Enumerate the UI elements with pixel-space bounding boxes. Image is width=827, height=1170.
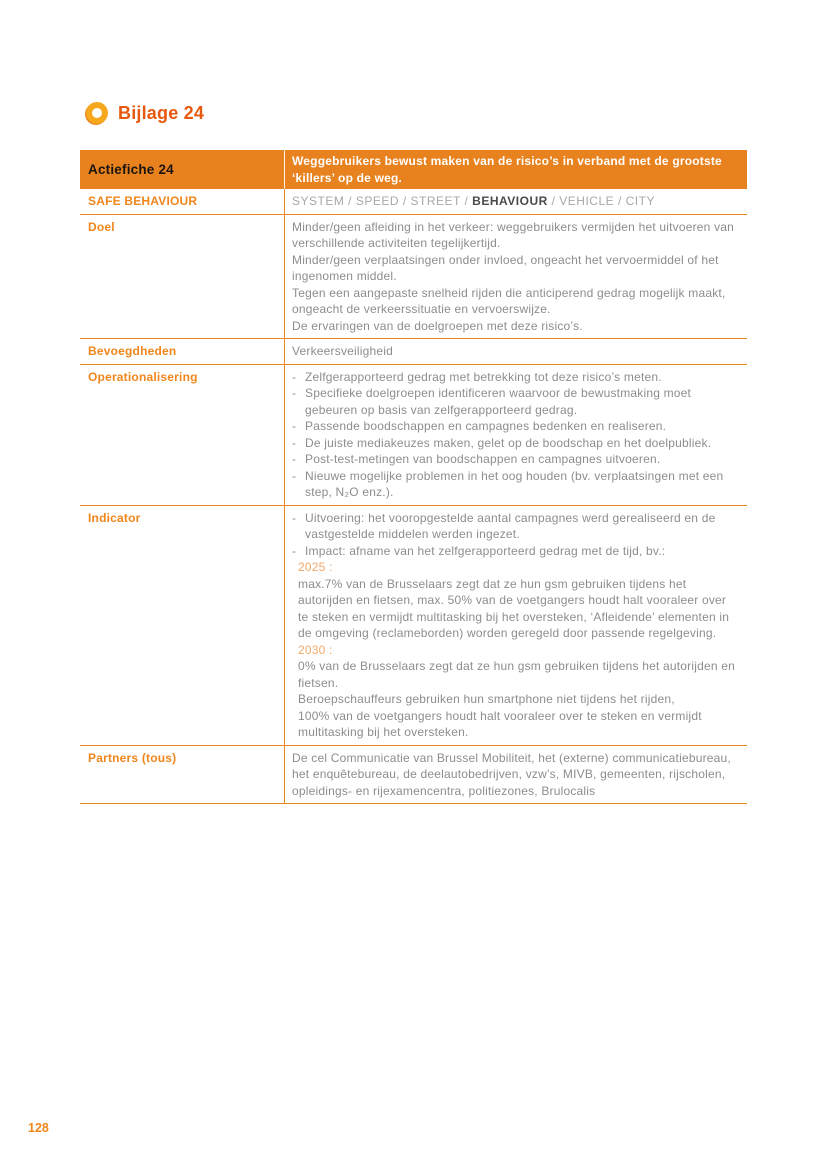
operationalisering-label: Operationalisering	[88, 369, 198, 384]
page-title: Bijlage 24	[118, 102, 205, 123]
bevoegdheden-content: Verkeersveiligheid	[284, 339, 747, 364]
section-title-block	[86, 102, 204, 124]
doel-paragraph: De ervaringen van de doelgroepen met deze risico’s.	[292, 318, 583, 333]
bullet-text: Zelfgerapporteerd gedrag met betrekking tot deze risico’s meten.	[305, 369, 662, 384]
category-row	[80, 189, 747, 215]
indicator-label: Indicator	[88, 510, 141, 525]
bullet-item	[292, 385, 739, 418]
bullet-item	[292, 418, 739, 435]
partners-label: Partners (tous)	[88, 750, 177, 765]
row-partners	[80, 746, 747, 805]
bullet-item	[292, 468, 739, 501]
row-operationalisering	[80, 365, 747, 506]
year-2025-label: 2025 :	[298, 560, 333, 574]
row-doel	[80, 215, 747, 340]
indicator-target-sections	[298, 559, 739, 741]
partners-content: De cel Communicatie van Brussel Mobiliteit, het (externe) communicatiebureau, het enquêtebureau, de deelautobedrijven, vzw’s, MIVB, gemeenten, rijscholen, opleidings- en rijexamencentra, politiezones, Brulocalis	[284, 746, 747, 804]
bullet-item	[292, 451, 739, 468]
bullet-item	[292, 543, 739, 560]
category-values	[284, 189, 747, 214]
target-2025-text: max.7% van de Brusselaars zegt dat ze hun gsm gebruiken tijdens het autorijden en fietsen, max. 50% van de voetgangers houdt halt vooraleer over te steken en vermijdt multitasking bij het oversteken, ‘Afleidende’ elementen in de omgeving (reclameborden) worden geregeld door passende regelgeving.	[298, 576, 730, 640]
bullet-dash: -	[292, 510, 297, 525]
bullet-text: De juiste mediakeuzes maken, gelet op de boodschap en het doelpubliek.	[305, 435, 712, 450]
bullet-text: Post-test-metingen van boodschappen en campagnes uitvoeren.	[305, 452, 661, 466]
bullet-dash: -	[292, 419, 297, 433]
bullet-text: Specifieke doelgroepen identificeren waarvoor de bewustmaking moet gebeuren op basis van zelfgerapporteerd gedrag.	[305, 386, 692, 417]
orange-ring-icon	[86, 102, 108, 124]
doel-content	[284, 215, 747, 339]
category-suffix: / VEHICLE / CITY	[547, 194, 655, 208]
indicator-content	[284, 506, 747, 745]
year-2030-label: 2030 :	[298, 642, 333, 657]
bullet-item	[292, 435, 739, 452]
doel-paragraph: Tegen een aangepaste snelheid rijden die anticiperend gedrag mogelijk maakt, ongeacht de verkeerssituatie en vervoerswijze.	[292, 285, 726, 316]
bullet-text: Impact: afname van het zelfgerapporteerd gedrag met de tijd, bv.:	[305, 543, 666, 558]
row-indicator	[80, 506, 747, 746]
target-2030-text: 0% van de Brusselaars zegt dat ze hun gsm gebruiken tijdens het autorijden en fietsen.	[298, 659, 735, 690]
bullet-dash: -	[292, 468, 297, 483]
target-2030-text: 100% van de voetgangers houdt halt vooraleer over te steken en vermijdt multitasking bij het oversteken.	[298, 708, 702, 739]
bullet-dash: -	[292, 386, 297, 400]
doel-paragraph: Minder/geen verplaatsingen onder invloed, ongeacht het vervoermiddel of het ingenomen middel.	[292, 252, 719, 283]
table-header-row	[80, 150, 747, 189]
bullet-text: Uitvoering: het vooropgestelde aantal campagnes werd gerealiseerd en de vastgestelde middelen werden ingezet.	[305, 510, 716, 541]
actiefiche-table	[80, 150, 747, 804]
page-number: 128	[28, 1121, 49, 1135]
doel-label: Doel	[88, 219, 115, 234]
bevoegdheden-label: Bevoegdheden	[88, 344, 177, 358]
category-prefix: SYSTEM / SPEED / STREET /	[292, 194, 473, 208]
bullet-dash: -	[292, 452, 297, 466]
target-2030-text: Beroepschauffeurs gebruiken hun smartphone niet tijdens het rijden,	[298, 692, 675, 706]
actiefiche-description: Weggebruikers bewust maken van de risico’s in verband met de grootste ‘killers’ op de weg.	[284, 150, 747, 189]
category-highlight: BEHAVIOUR	[472, 194, 548, 208]
category-label: SAFE BEHAVIOUR	[88, 194, 198, 208]
operationalisering-content	[284, 365, 747, 505]
bullet-dash: -	[292, 435, 297, 450]
doel-paragraph: Minder/geen afleiding in het verkeer: weggebruikers vermijden het uitvoeren van verschillende activiteiten tegelijkertijd.	[292, 219, 735, 250]
bullet-dash: -	[292, 543, 297, 558]
bullet-item	[292, 510, 739, 543]
bullet-item	[292, 369, 739, 386]
bullet-text: Passende boodschappen en campagnes bedenken en realiseren.	[305, 419, 667, 433]
bullet-text: Nieuwe mogelijke problemen in het oog houden (bv. verplaatsingen met een step, N₂O enz.).	[305, 468, 724, 499]
actiefiche-number: Actiefiche 24	[88, 162, 174, 177]
row-bevoegdheden	[80, 339, 747, 365]
bullet-dash: -	[292, 369, 297, 384]
